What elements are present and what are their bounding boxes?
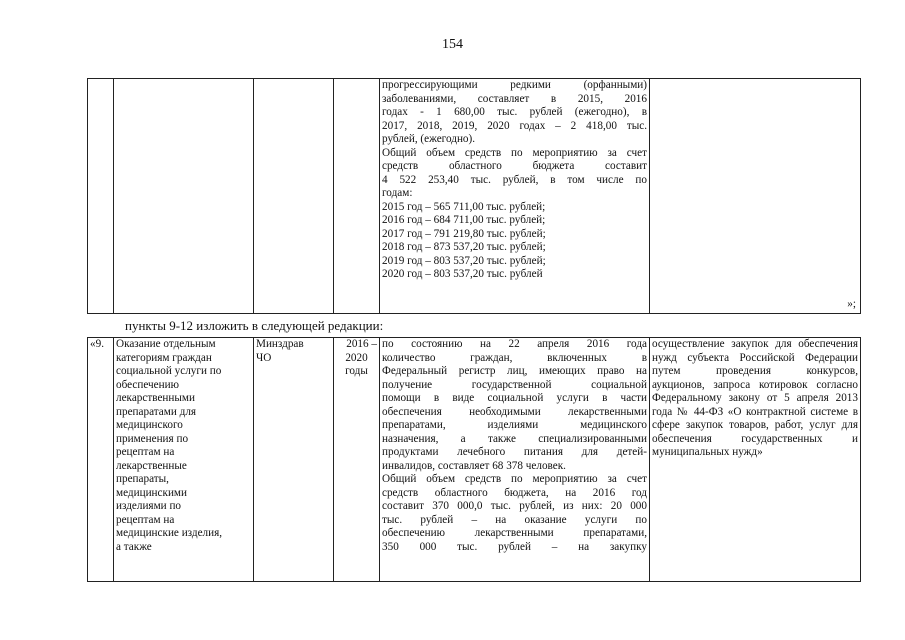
item-number: «9. xyxy=(88,338,114,582)
text-line: инвалидов, составляет 68 378 человек. xyxy=(382,459,566,472)
section-heading: пункты 9-12 изложить в следующей редакции: xyxy=(125,318,384,333)
text-line: Общий объем средств по мероприятию за счет xyxy=(382,146,647,159)
text-line: муниципальных нужд» xyxy=(652,446,763,458)
text-line: 4 522 253,40 тыс. рублей, в том числе по xyxy=(382,173,647,186)
text-line: рецептам на xyxy=(116,513,175,526)
text-line: обеспечению лекарственными препаратами, xyxy=(382,527,647,539)
text-line: назначения, а также специализированными xyxy=(382,432,647,445)
cell-basis xyxy=(650,79,861,314)
text-line: обеспечению xyxy=(116,378,179,391)
text-line: годы xyxy=(345,365,368,377)
item-executor xyxy=(254,338,334,582)
text-line: медицинскими xyxy=(116,486,187,499)
text-line: обеспечения необходимыми лекарственными xyxy=(382,405,647,418)
text-line: рецептам на xyxy=(116,446,175,458)
continuation-table xyxy=(87,78,861,314)
item-basis xyxy=(650,338,861,582)
text-line: по состоянию на 22 апреля 2016 года xyxy=(382,338,647,350)
text-line: 350 000 тыс. рублей – на закупку xyxy=(382,540,647,553)
text-line: медицинские изделия, xyxy=(116,527,223,539)
text-line: 2020 xyxy=(345,351,368,364)
text-line: лекарственные xyxy=(116,459,187,472)
text-line: Федеральному закону от 5 апреля 2013 xyxy=(652,392,858,404)
text-line: а также xyxy=(116,540,152,553)
cell-number xyxy=(88,79,114,314)
text-line: Федеральный регистр лиц, имеющих право на xyxy=(382,365,647,377)
text-line: 2018 год – 873 537,20 тыс. рублей; xyxy=(382,241,546,253)
item-9-table xyxy=(87,337,861,582)
text-line: составит 370 000,0 тыс. рублей, из них: 20 000 xyxy=(382,500,647,512)
text-line: 2016 год – 684 711,00 тыс. рублей; xyxy=(382,214,546,226)
text-line: 2016 – xyxy=(346,338,377,350)
item-name xyxy=(114,338,254,582)
page-number: 154 xyxy=(442,37,463,52)
text-line: применения по xyxy=(116,432,189,445)
text-line: путем проведения конкурсов, xyxy=(652,365,858,377)
text-line: заболеваниями, составляет в 2015, 2016 xyxy=(382,92,647,105)
text-line: нужд субъекта Российской Федерации xyxy=(652,351,858,364)
text-line: 2017 год – 791 219,80 тыс. рублей; xyxy=(382,227,546,240)
text-line: прогрессирующими редкими (орфанными) xyxy=(382,79,647,91)
text-line: препараты, xyxy=(116,473,169,485)
cell-executor xyxy=(254,79,334,314)
text-line: изделиями по xyxy=(116,500,182,512)
text-line: обеспечения государственных и xyxy=(652,432,858,445)
result-text xyxy=(382,79,647,282)
text-line: препаратами, изделиями медицинского xyxy=(382,419,647,431)
text-line: сфере закупок товаров, работ, услуг для xyxy=(652,419,858,431)
text-line: аукционов, запроса котировок согласно xyxy=(652,378,858,391)
text-line: 2017, 2018, 2019, 2020 годах – 2 418,00 тыс. xyxy=(382,119,647,132)
text-line: помощи в виде социальной услуги в части xyxy=(382,392,647,404)
text-line: лекарственными xyxy=(116,392,195,404)
text-line: медицинского xyxy=(116,419,183,431)
cell-result xyxy=(380,79,650,314)
text-line: препаратами для xyxy=(116,405,197,418)
text-line: рублей, (ежегодно). xyxy=(382,133,476,145)
item-period xyxy=(334,338,380,582)
text-line: получение государственной социальной xyxy=(382,378,647,391)
cell-name xyxy=(114,79,254,314)
text-line: осуществление закупок для обеспечения xyxy=(652,338,858,350)
text-line: годах - 1 680,00 тыс. рублей (ежегодно), в xyxy=(382,106,647,118)
text-line: 2015 год – 565 711,00 тыс. рублей; xyxy=(382,200,546,213)
text-line: продуктами лечебного питания для детей- xyxy=(382,446,647,458)
closing-quote: »; xyxy=(847,297,856,310)
text-line: Минздрав xyxy=(256,338,304,350)
item-result xyxy=(380,338,650,582)
text-line: 2019 год – 803 537,20 тыс. рублей; xyxy=(382,254,546,267)
text-line: средств областного бюджета составит xyxy=(382,160,647,172)
text-line: средств областного бюджета, на 2016 год xyxy=(382,486,647,499)
text-line: Оказание отдельным xyxy=(116,338,216,350)
text-line: годам: xyxy=(382,187,413,199)
text-line: 2020 год – 803 537,20 тыс. рублей xyxy=(382,268,543,280)
cell-period xyxy=(334,79,380,314)
text-line: Общий объем средств по мероприятию за счет xyxy=(382,473,647,485)
text-line: количество граждан, включенных в xyxy=(382,351,647,364)
text-line: тыс. рублей – на оказание услуги по xyxy=(382,513,647,526)
text-line: года № 44-ФЗ «О контрактной системе в xyxy=(652,405,858,418)
text-line: категориям граждан xyxy=(116,351,212,364)
text-line: социальной услуги по xyxy=(116,365,222,377)
text-line: ЧО xyxy=(256,351,272,364)
